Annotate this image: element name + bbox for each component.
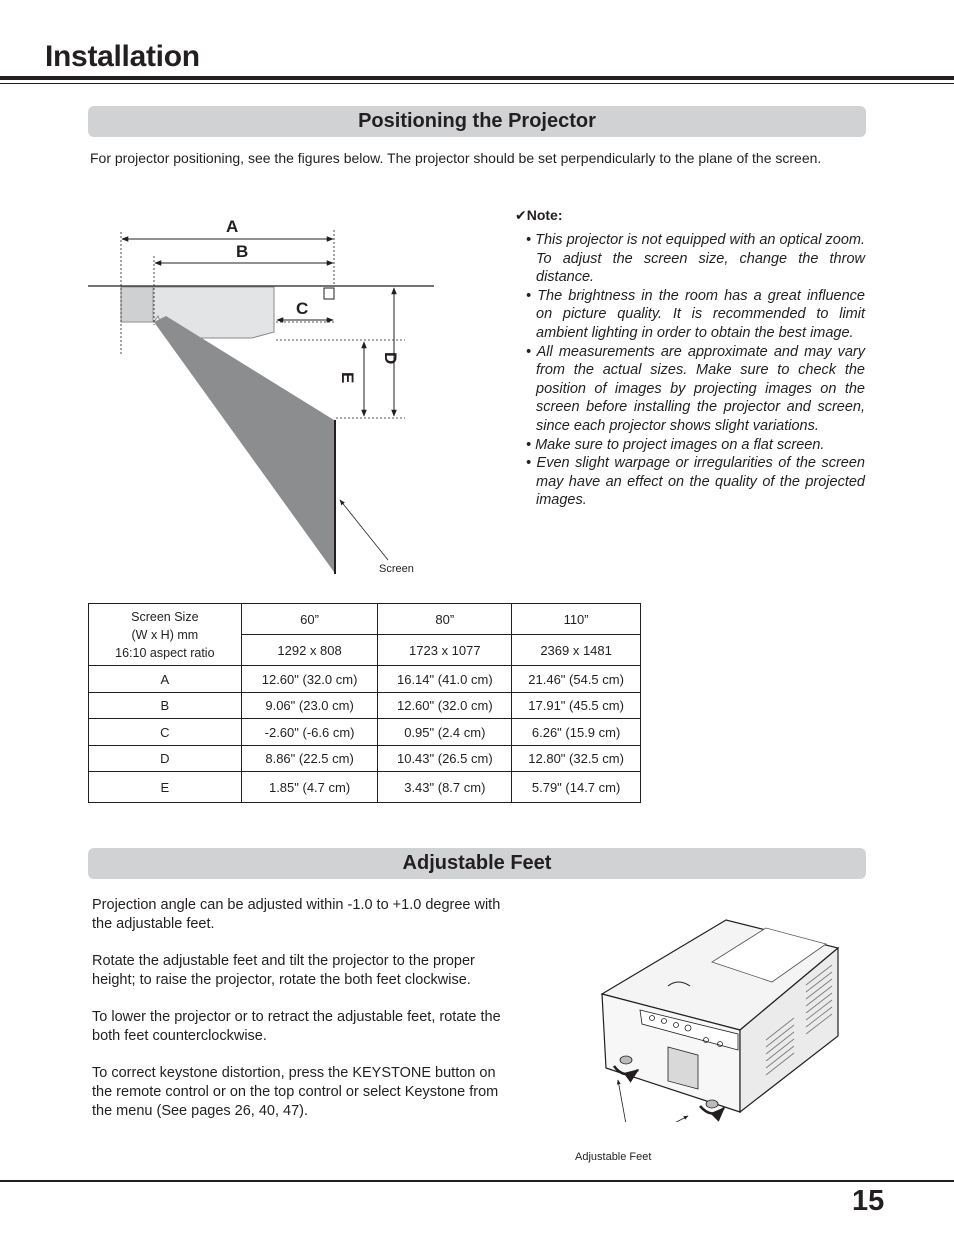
note-item: • Make sure to project images on a flat screen. — [526, 436, 825, 453]
projector-illustration — [575, 912, 845, 1122]
note-item: • All measurements are approximate and may vary from the actual sizes. Make sure to check the position of images by projecting images on the screen before installing the projector and screen, since each projector shows slight variations. — [526, 343, 865, 434]
note-item: • Even slight warpage or irregularities of the screen may have an effect on the quality of the projected images. — [526, 455, 865, 509]
note-item: • The brightness in the room has a great influence on picture quality. It is recommended to limit ambient lighting in order to obtain the best image. — [526, 287, 865, 341]
section-heading-feet: Adjustable Feet — [88, 848, 866, 879]
table-row: A 12.60" (32.0 cm) 16.14" (41.0 cm) 21.46" (54.5 cm) — [89, 666, 641, 693]
page-title: Installation — [45, 40, 200, 73]
table-size-cell: 110” — [512, 604, 641, 635]
feet-paragraph: To lower the projector or to retract the adjustable feet, rotate the both feet counterclockwise. — [92, 1009, 501, 1044]
label-a: A — [226, 217, 239, 236]
positioning-diagram — [86, 213, 436, 578]
feet-paragraph: To correct keystone distortion, press the KEYSTONE button on the remote control or on the top control or select Keystone from the menu (See pages 26, 40, 47). — [92, 1065, 499, 1119]
label-e: E — [338, 372, 357, 384]
table-dimension-cell: 2369 x 1481 — [512, 635, 641, 666]
table-size-cell: 80” — [378, 604, 512, 635]
note-list — [526, 231, 865, 510]
table-row: B 9.06" (23.0 cm) 12.60" (32.0 cm) 17.91" (45.5 cm) — [89, 693, 641, 719]
table-row: D 8.86" (22.5 cm) 10.43" (26.5 cm) 12.80" (32.5 cm) — [89, 746, 641, 772]
section-heading-positioning: Positioning the Projector — [88, 106, 866, 137]
adjustable-feet-label: Adjustable Feet — [575, 1151, 652, 1163]
throw-distance-table — [88, 603, 641, 803]
table-row: C -2.60" (-6.6 cm) 0.95" (2.4 cm) 6.26" (15.9 cm) — [89, 719, 641, 746]
header-rule — [0, 76, 954, 80]
feet-paragraph: Rotate the adjustable feet and tilt the projector to the proper height; to raise the projector, rotate the both feet clockwise. — [92, 953, 475, 988]
table-header-cell: Screen Size (W x H) mm 16:10 aspect ratio — [89, 604, 242, 666]
page-number: 15 — [852, 1185, 885, 1217]
note-heading — [515, 207, 563, 224]
table-size-cell: 60” — [241, 604, 378, 635]
light-beam — [154, 316, 334, 572]
table-row: E 1.85" (4.7 cm) 3.43" (8.7 cm) 5.79" (14.7 cm) — [89, 772, 641, 803]
note-title: Note: — [526, 207, 563, 223]
table-dimension-cell: 1292 x 808 — [241, 635, 378, 666]
label-b: B — [236, 242, 249, 261]
header-rule-thin — [0, 83, 954, 84]
note-item: • This projector is not equipped with an optical zoom. To adjust the screen size, change the throw distance. — [526, 232, 865, 286]
feet-paragraph: Projection angle can be adjusted within -1.0 to +1.0 degree with the adjustable feet. — [92, 897, 501, 932]
positioning-intro: For projector positioning, see the figures below. The projector should be set perpendicularly to the plane of the screen. — [90, 150, 822, 166]
label-d: D — [381, 352, 400, 365]
label-c: C — [296, 299, 309, 318]
check-mark-icon: ✔ — [515, 207, 527, 223]
table-dimension-cell: 1723 x 1077 — [378, 635, 512, 666]
footer-rule — [0, 1180, 954, 1182]
screen-label: Screen — [379, 563, 414, 575]
